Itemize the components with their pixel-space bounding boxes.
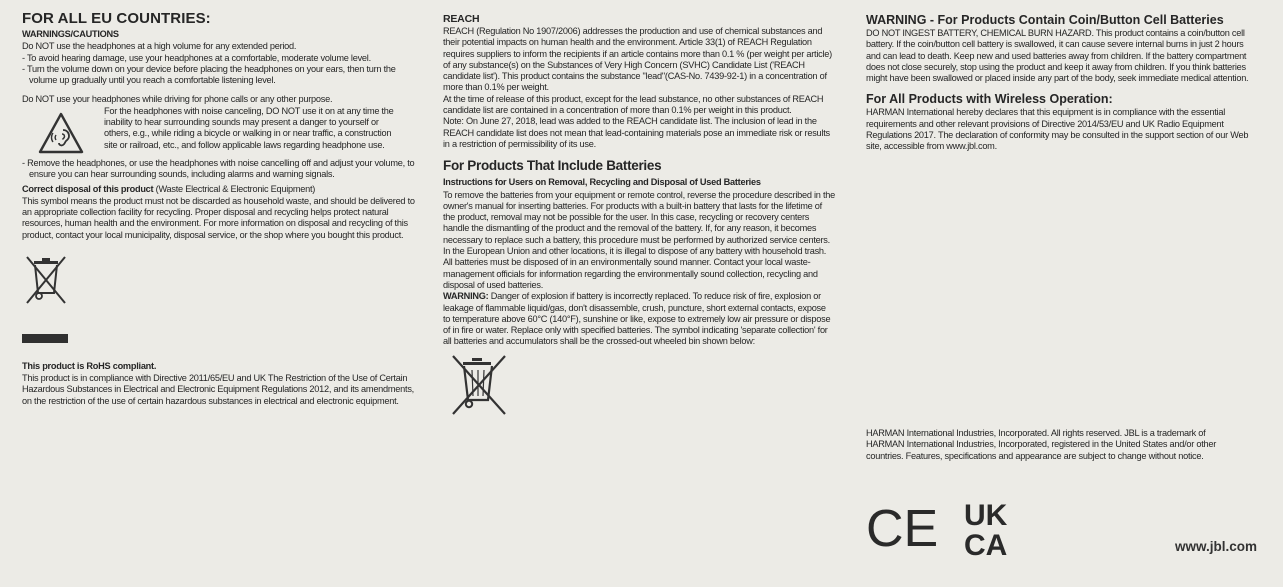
- warning-text: Danger of explosion if battery is incorrectly replaced. To reduce risk of fire, explosion or leakage of flammable liquid/gas, don't disassemble, crush, puncture, short external contacts, expose to temperature above 60°C (140°F), sunshine or like, expose to extremely low air pressure or dispose of in fire or water. Replace only with specified batteries. The symbol indicating 'separate collection' for all batteries and accumulators shall be the crossed-out wheeled bin shown below:: [443, 291, 831, 347]
- weee-bar: [22, 334, 68, 343]
- reach-p3: Note: On June 27, 2018, lead was added to the REACH candidate list. The inclusion of lead in the REACH candidate list does not mean that lead-containing materials pose an immediate risk or results in a restriction of permissibility of its use.: [443, 116, 830, 149]
- coin-battery-column: [866, 10, 1259, 153]
- certification-marks: [866, 498, 1259, 562]
- warning-p5: For the headphones with noise canceling, DO NOT use it on at any time the inability to hear surrounding sounds may present a danger to yourself or others, e.g., while riding a bicycle or walking in or near traffic, a construction site or railroad, etc., and follow applicable laws regarding headphone use.: [104, 105, 394, 150]
- warning-p6: - Remove the headphones, or use the headphones with noise cancelling off and adjust your volume, to ensure you can hear surrounding sounds, including alarms and warning signals.: [22, 157, 415, 180]
- warning-p3: - Turn the volume down on your device before placing the headphones on your ears, then turn the volume up gradually until you reach a comfortable listening level.: [22, 63, 396, 86]
- wireless-p2: HARMAN International hereby declares that this equipment is in compliance with the essential requirements and other relevant provisions of Directive 2014/53/EU and UK Radio Equipment Regulations 2017. The declaration of conformity may be consulted in the support section of our Web site, accessible from www.jbl.com.: [866, 107, 1249, 152]
- batteries-p4: To remove the batteries from your equipment or remote control, reverse the procedure described in the owner's manual for inserting batteries. For products with a built-in battery that lasts for the lifetime of the product, removal may not be possible for the user. In this case, recycling or recovery centers handle the dismantling of the product and the removal of the battery. If, for any reason, it becomes necessary to replace such a battery, this procedure must be performed by authorized service centers. In the European Union and other locations, it is illegal to dispose of any battery with household trash. All batteries must be disposed of in an environmentally sound manner. Contact your local waste-management officials for information regarding the environmentally sound collection, recycling and disposal of used batteries.: [443, 189, 835, 290]
- reach-heading: REACH: [443, 13, 480, 25]
- trademark-footer: [866, 428, 1236, 462]
- wireless-heading: For All Products with Wireless Operation:: [866, 92, 1113, 107]
- warnings-heading: WARNINGS/CAUTIONS: [22, 29, 119, 39]
- warning-p2: - To avoid hearing damage, use your headphones at a comfortable, moderate volume level.: [22, 52, 371, 63]
- rohs-p8: This product is in compliance with Directive 2011/65/EU and UK The Restriction of the Use of Certain Hazardous Substances in Electrical and Electronic Equipment Regulations 2012, and its amendments, on the restriction of the use of certain hazardous substances in electrical and electronic equipment.: [22, 373, 414, 406]
- eu-title: FOR ALL EU COUNTRIES:: [22, 10, 211, 27]
- trademark-text: HARMAN International Industries, Incorporated. All rights reserved. JBL is a trademark of HARMAN International Industries, Incorporated, registered in the United States and/or other countries. Features, specifications and appearance are subject to change without notice.: [866, 428, 1217, 461]
- batteries-warning: [443, 291, 835, 347]
- eu-column: [22, 10, 420, 407]
- disposal-heading-rest: (Waste Electrical & Electronic Equipment): [153, 184, 316, 195]
- warning-p4: Do NOT use your headphones while driving for phone calls or any other purpose.: [22, 94, 333, 105]
- ukca-ca: CA: [964, 529, 1008, 558]
- coin-heading: WARNING - For Products Contain Coin/Button Cell Batteries: [866, 13, 1224, 27]
- warning-label: WARNING:: [443, 291, 489, 302]
- disposal-heading-bold: Correct disposal of this product: [22, 184, 154, 195]
- ukca-mark-icon: [962, 498, 1018, 558]
- warning-p1: Do NOT use the headphones at a high volume for any extended period.: [22, 41, 297, 52]
- website-url: www.jbl.com: [1174, 539, 1257, 554]
- ukca-uk: UK: [964, 499, 1008, 532]
- disposal-p7: This symbol means the product must not be discarded as household waste, and should be delivered to an appropriate collection facility for recycling. Proper disposal and recycling helps protect natural resources, human health and the environment. For more information on disposal and recycling of this product, contact your local municipality, disposal service, or the shop where you bought this product.: [22, 195, 415, 240]
- crossed-bin-icon: [443, 352, 513, 422]
- rohs-heading: This product is RoHS compliant.: [22, 360, 157, 371]
- batteries-heading: For Products That Include Batteries: [443, 158, 662, 174]
- instructions-heading: Instructions for Users on Removal, Recycling and Disposal of Used Batteries: [443, 177, 761, 188]
- reach-p2: At the time of release of this product, except for the lead substance, no other substances of REACH candidate list are contained in a concentration of more than 0.1% per weight in this product.: [443, 93, 824, 116]
- noise-cancel-block: [22, 106, 420, 154]
- reach-p1: REACH (Regulation No 1907/2006) addresses the production and use of chemical substances and their potential impacts on human health and the environment. Article 33(1) of REACH Regulation requires suppliers to inform the recipients if an article contains more than 0.1 % (per weight per article) of any substance(s) on the Substances of Very High Concern (SVHC) Candidate List ('REACH candidate list'). This product contains the substance "lead"(CAS-No. 7439-92-1) in a concentration of more than 0.1% per weight.: [443, 26, 832, 93]
- ce-mark-icon: [866, 502, 944, 552]
- ear-warning-icon: [38, 112, 84, 154]
- ce-text: CE: [866, 502, 939, 552]
- coin-p1: DO NOT INGEST BATTERY, CHEMICAL BURN HAZARD. This product contains a coin/button cell battery. If the coin/button cell battery is swallowed, it can cause severe internal burns in just 2 hours and can lead to death. Keep new and used batteries away from children. If the battery compartment does not close securely, stop using the product and keep it away from children. If you think batteries might have been swallowed or placed inside any part of the body, seek immediate medical attention.: [866, 28, 1249, 84]
- crossed-bin-icon: [24, 253, 68, 307]
- reach-column: [443, 10, 835, 427]
- disposal-heading: [22, 184, 420, 195]
